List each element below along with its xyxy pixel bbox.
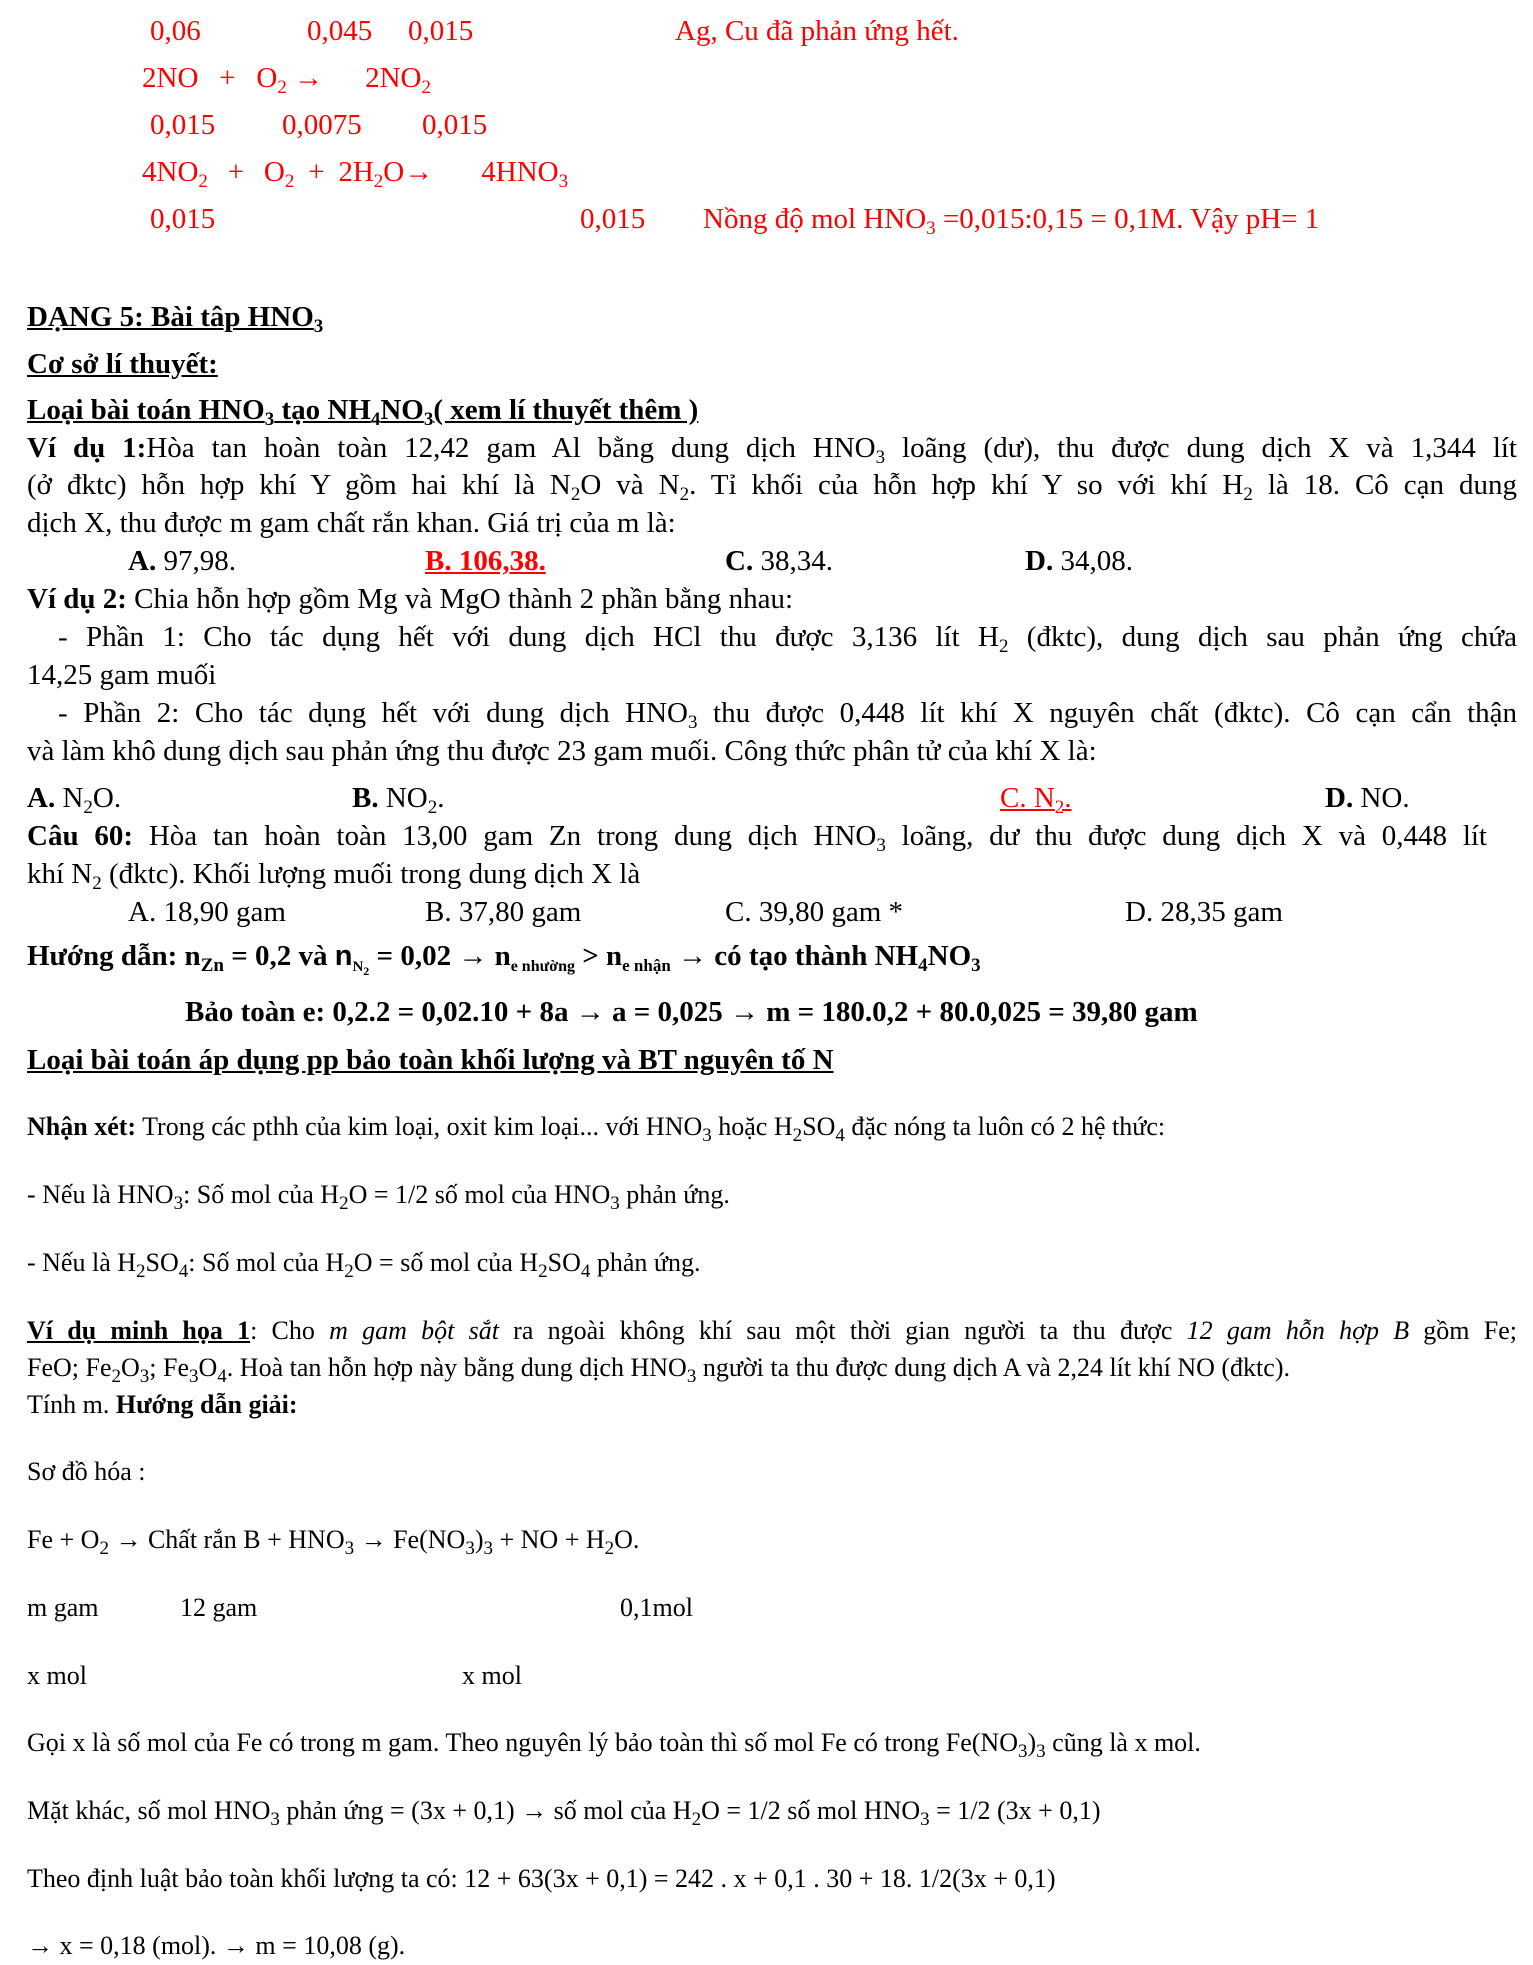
- scheme-x-mol-2: x mol: [462, 1661, 522, 1690]
- top-r5-note: Nồng độ mol $HNO_3$ =0,015:0,15 = 0,1M. Vậy pH= 1: [703, 203, 1320, 239]
- vd1-line3: dịch X, thu được m gam chất rắn khan. Giá trị của m là:: [27, 507, 676, 539]
- vd2-option-b: B. $NO_2$.: [352, 782, 445, 818]
- vdmh-line1: Ví dụ minh họa 1: Cho m gam bột sắt ra ngoài không khí sau một thời gian người ta thu được 12 gam hỗn hợp B gồm Fe;: [27, 1316, 1517, 1345]
- base-theory-heading: Cơ sở lí thuyết:: [27, 348, 218, 380]
- vd2-part2-cont: và làm khô dung dịch sau phản ứng thu được 23 gam muối. Công thức phân tử của khí X là:: [27, 735, 1097, 767]
- nhan-xet: Nhận xét: Trong các pthh của kim loại, oxit kim loại... với $HNO_3$ hoặc $H_2SO_4$ đặc nóng ta luôn có 2 hệ thức:: [27, 1112, 1166, 1146]
- section-title-dang5: DẠNG 5: Bài tâp $HNO_3$: [27, 301, 324, 337]
- cau60-electron-balance: Bảo toàn e: 0,2.2 = 0,02.10 + 8a → a = 0,025 → m = 180.0,2 + 80.0,025 = 39,80 gam: [185, 996, 1198, 1028]
- top-r1-a: 0,06: [150, 15, 201, 47]
- mass-conservation-equation: Theo định luật bảo toàn khối lượng ta có: 12 + 63(3x + 0,1) = 242 . x + 0,1 . 30 + 18. 1/2(3x + 0,1): [27, 1864, 1056, 1893]
- top-r3-c: 0,015: [422, 109, 488, 141]
- vd1-option-c: C. 38,34.: [725, 545, 833, 577]
- vd2-part2: - Phần 2: Cho tác dụng hết với dung dịch $HNO_3$ thu được 0,448 lít khí X nguyên chất (đktc). Cô cạn cẩn thận: [58, 697, 1518, 733]
- top-r3-b: 0,0075: [282, 109, 362, 141]
- cau60-line2: khí $N_2$ (đktc). Khối lượng muối trong dung dịch X là: [27, 858, 641, 894]
- scheme-12-gam: 12 gam: [180, 1593, 258, 1622]
- vd2-line1: Ví dụ 2: Chia hỗn hợp gồm Mg và MgO thành 2 phần bằng nhau:: [27, 583, 794, 615]
- vdmh-line3: Tính m. Hướng dẫn giải:: [27, 1390, 298, 1419]
- rule-hno3: - Nếu là $HNO_3$: Số mol của $H_2O = 1/2$ số mol của $HNO_3$ phản ứng.: [27, 1180, 730, 1214]
- rule-h2so4: - Nếu là $H_2SO_4$: Số mol của $H_2O$ = số mol của $H_2SO_4$ phản ứng.: [27, 1248, 701, 1282]
- cau60-option-c: C. 39,80 gam *: [725, 896, 904, 928]
- vd1-line1: Ví dụ 1:Hòa tan hoàn toàn 12,42 gam Al bằng dung dịch $HNO_3$ loãng (dư), thu được dung dịch X và 1,344 lít: [27, 432, 1517, 468]
- top-r3-a: 0,015: [150, 109, 216, 141]
- vd1-line2: (ở đktc) hỗn hợp khí Y gồm hai khí là $N_2O$ và $N_2$. Tỉ khối của hỗn hợp khí Y so với khí $H_2$ là 18. Cô cạn dung: [27, 469, 1517, 505]
- mat-khac-line: Mặt khác, số mol $HNO_3$ phản ứng = (3x + 0,1) → số mol của $H_2O = 1/2$ số mol $HNO_3 = 1/2$ (3x + 0,1): [27, 1796, 1101, 1830]
- vd2-part1: - Phần 1: Cho tác dụng hết với dung dịch HCl thu được 3,136 lít $H_2$ (đktc), dung dịch sau phản ứng chứa: [58, 621, 1517, 657]
- top-r1-note: Ag, Cu đã phản ứng hết.: [675, 15, 959, 47]
- cau60-line1: Câu 60: Hòa tan hoàn toàn 13,00 gam Zn trong dung dịch $HNO_3$ loãng, dư thu được dung dịch X và 0,448 lít: [27, 820, 1487, 856]
- vd2-option-d: D. NO.: [1325, 782, 1410, 814]
- vd1-option-d: D. 34,08.: [1025, 545, 1133, 577]
- scheme-01-mol: 0,1mol: [620, 1593, 693, 1622]
- loai-mass-conservation-heading: Loại bài toán áp dụng pp bảo toàn khối lượng và BT nguyên tố N: [27, 1044, 834, 1076]
- vdmh-line2: FeO; $Fe_2O_3$; $Fe_3O_4$. Hoà tan hỗn hợp này bằng dung dịch $HNO_3$ người ta thu được dung dịch A và 2,24 lít khí NO (đktc).: [27, 1353, 1290, 1387]
- top-r5-a: 0,015: [150, 203, 216, 235]
- vd1-option-b-answer: B. 106,38.: [425, 545, 546, 577]
- vd2-part1-cont: 14,25 gam muối: [27, 659, 217, 691]
- cau60-option-a: A. 18,90 gam: [128, 896, 286, 928]
- cau60-option-b: B. 37,80 gam: [425, 896, 582, 928]
- top-r4-equation: $4NO_2 + O_2 + 2H_2O\to 4HNO_3$: [142, 156, 569, 192]
- scheme-x-mol-1: x mol: [27, 1661, 87, 1690]
- goi-x-line: Gọi x là số mol của Fe có trong m gam. Theo nguyên lý bảo toàn thì số mol Fe có trong $Fe(NO_3)_3$ cũng là x mol.: [27, 1728, 1201, 1762]
- so-do-label: Sơ đồ hóa :: [27, 1457, 146, 1486]
- vd1-option-a: A. 97,98.: [128, 545, 236, 577]
- vd2-option-c-answer: C. $N_2$.: [1000, 782, 1072, 818]
- vd2-option-a: A. $N_2O$.: [27, 782, 122, 818]
- top-r1-c: 0,015: [408, 15, 474, 47]
- top-r2-equation: $2NO + O_2 \to 2NO_2$: [142, 62, 431, 98]
- scheme-m-gam: m gam: [27, 1593, 99, 1622]
- cau60-guide: Hướng dẫn: $n_{Zn} = 0,2$ và $n_{N_2} = 0,02 \to n_{e nhường} > n_{e nhận}$ → có tạo thành $NH_4NO_3$: [27, 940, 981, 978]
- result-line: → x = 0,18 (mol). → m = 10,08 (g).: [27, 1931, 406, 1960]
- top-r1-b: 0,045: [307, 15, 373, 47]
- loai-nh4no3-heading: Loại bài toán $HNO_3$ tạo $NH_4NO_3$( xem lí thuyết thêm ): [27, 394, 699, 430]
- scheme-equation: $Fe + O_2$ → Chất rắn $B + HNO_3 \to Fe(NO_3)_3$ + NO + $H_2O$.: [27, 1525, 640, 1559]
- cau60-option-d: D. 28,35 gam: [1125, 896, 1283, 928]
- top-r5-b: 0,015: [580, 203, 646, 235]
